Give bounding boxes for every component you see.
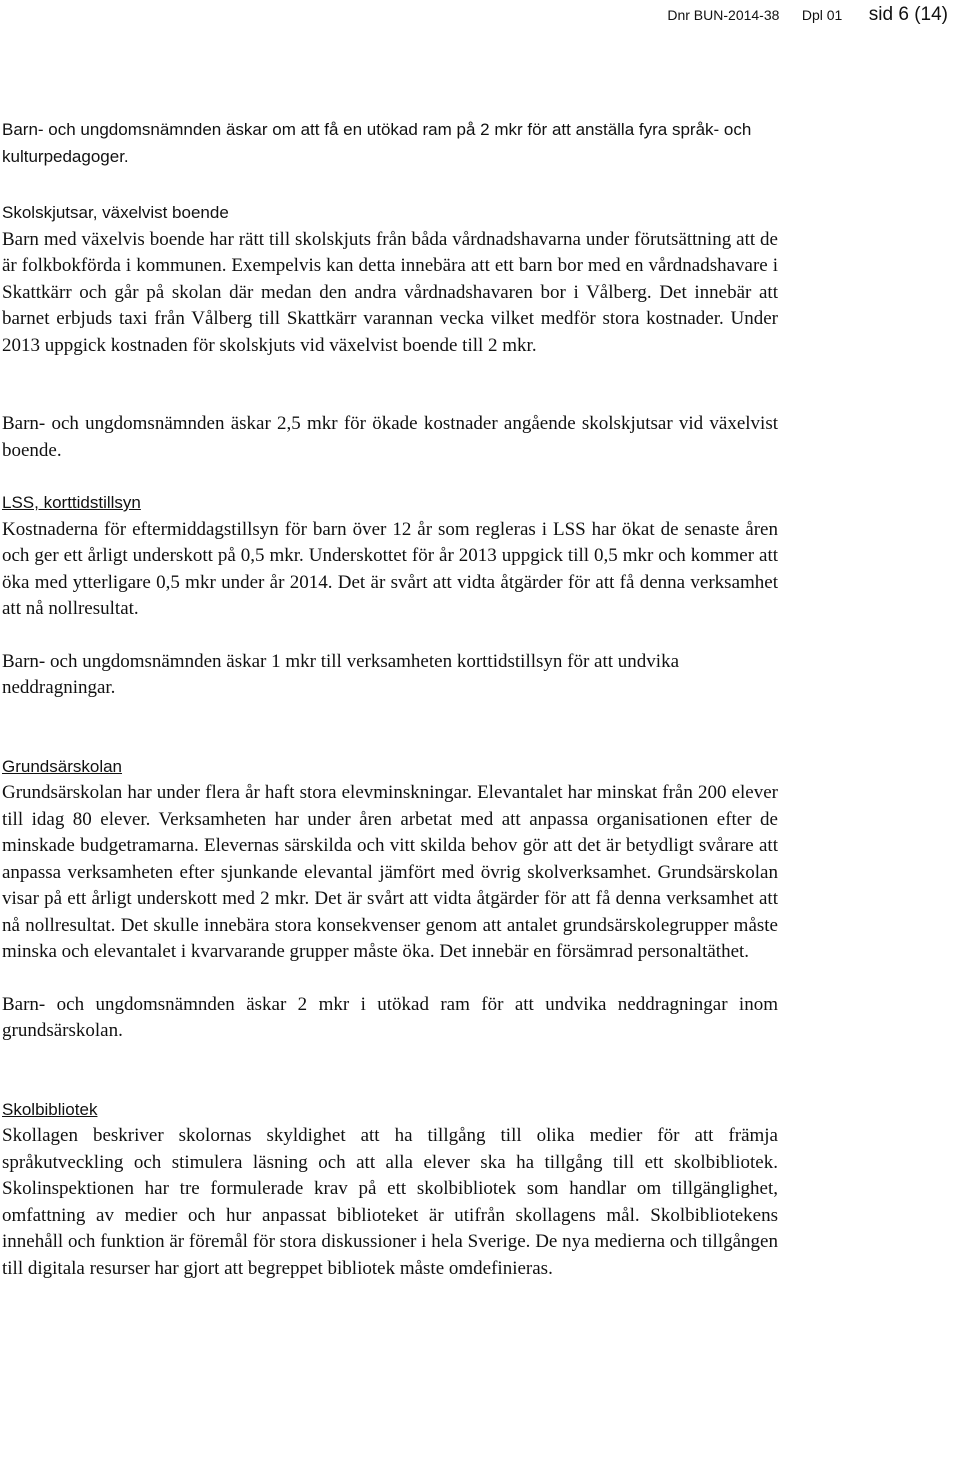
document-body [2, 117, 778, 1282]
section-heading-skolbibliotek: Skolbibliotek [2, 1099, 98, 1119]
section-grundsarskolan [2, 754, 778, 1045]
grundsarskolan-request-paragraph: Barn- och ungdomsnämnden äskar 2 mkr i utökad ram för att undvika neddragningar inom grundsärskolan. [2, 993, 778, 1041]
skolskjutsar-request-paragraph: Barn- och ungdomsnämnden äskar 2,5 mkr för ökade kostnader angående skolskjutsar vid växelvist boende. [2, 413, 778, 461]
section-lss [2, 490, 778, 702]
grundsarskolan-paragraph: Grundsärskolan har under flera år haft stora elevminskningar. Elevantalet har minskat från 200 elever till idag 80 elever. Verksamheten har under åren arbetat med att anpassa organisationen efter de minskade budgetramarna. Elevernas särskilda och vitt skilda behov gör att det är betydligt svårare att anpassa verksamheten efter sjunkande elevantal jämfört med övrig skolverksamhet. Grundsärskolan visar på ett årligt underskott med 2 mkr. Det är svårt att vidta åtgärder för att få denna verksamhet att nå nollresultat. Det skulle innebära stora konsekvenser genom att antalet grundsärskolegrupper måste minska och elevantalet i kvarvarande grupper måste öka. Det innebär en försämrad personaltäthet. [2, 782, 778, 962]
lss-paragraph: Kostnaderna för eftermiddagstillsyn för barn över 12 år som regleras i LSS har ökat de senaste åren och ger ett årligt underskott på 0,5 mkr. Underskottet för år 2013 uppgick till 0,5 mkr och kommer att öka med ytterligare 0,5 mkr under år 2014. Det är svårt att vidta åtgärder för att få denna verksamhet att nå nollresultat. [2, 518, 778, 619]
document-part: Dpl 01 [801, 7, 843, 23]
section-heading-skolskjutsar: Skolskjutsar, växelvist boende [2, 203, 229, 222]
intro-paragraph: Barn- och ungdomsnämnden äskar om att få en utökad ram på 2 mkr för att anställa fyra språk- och kulturpedagoger. [2, 120, 752, 166]
skolbibliotek-paragraph: Skollagen beskriver skolornas skyldighet att ha tillgång till olika medier för att främja språkutveckling och stimulera läsning och att alla elever ska ha tillgång till ett skolbibliotek. Skolinspektionen har tre formulerade krav på ett skolbibliotek som handlar om tillgänglighet, omfattning av medier och hur anpassat biblioteket är utifrån skollagens mål. Skolbibliotekens innehåll och funktion är föremål för stora diskussioner i hela Sverige. De nya medierna och tillgången till digitala resurser har gjort att begreppet bibliotek måste omdefinieras. [2, 1125, 778, 1279]
section-heading-grundsarskolan: Grundsärskolan [2, 756, 123, 776]
page-header [667, 4, 948, 26]
section-skolbibliotek [2, 1097, 778, 1283]
document-number: Dnr BUN-2014-38 [667, 7, 780, 23]
lss-request-paragraph: Barn- och ungdomsnämnden äskar 1 mkr till verksamheten korttidstillsyn för att undvika neddragningar. [2, 650, 680, 698]
skolskjutsar-paragraph: Barn med växelvis boende har rätt till skolskjuts från båda vårdnadshavarna under förutsättning att de är folkbokförda i kommunen. Exempelvis kan detta innebära att ett barn bor med en vårdnadshavare i Skattkärr och går på skolan där medan den andra vårdnadshavaren bor i Vålberg. Det innebär att barnet erbjuds taxi från Vålberg till Skattkärr varannan vecka vilket medför stora kostnader. Under 2013 uppgick kostnaden för skolskjuts vid växelvist boende till 2 mkr. [2, 228, 778, 356]
section-skolskjutsar [2, 200, 778, 464]
page-number: sid 6 (14) [868, 4, 948, 25]
section-heading-lss: LSS, korttidstillsyn [2, 493, 141, 512]
